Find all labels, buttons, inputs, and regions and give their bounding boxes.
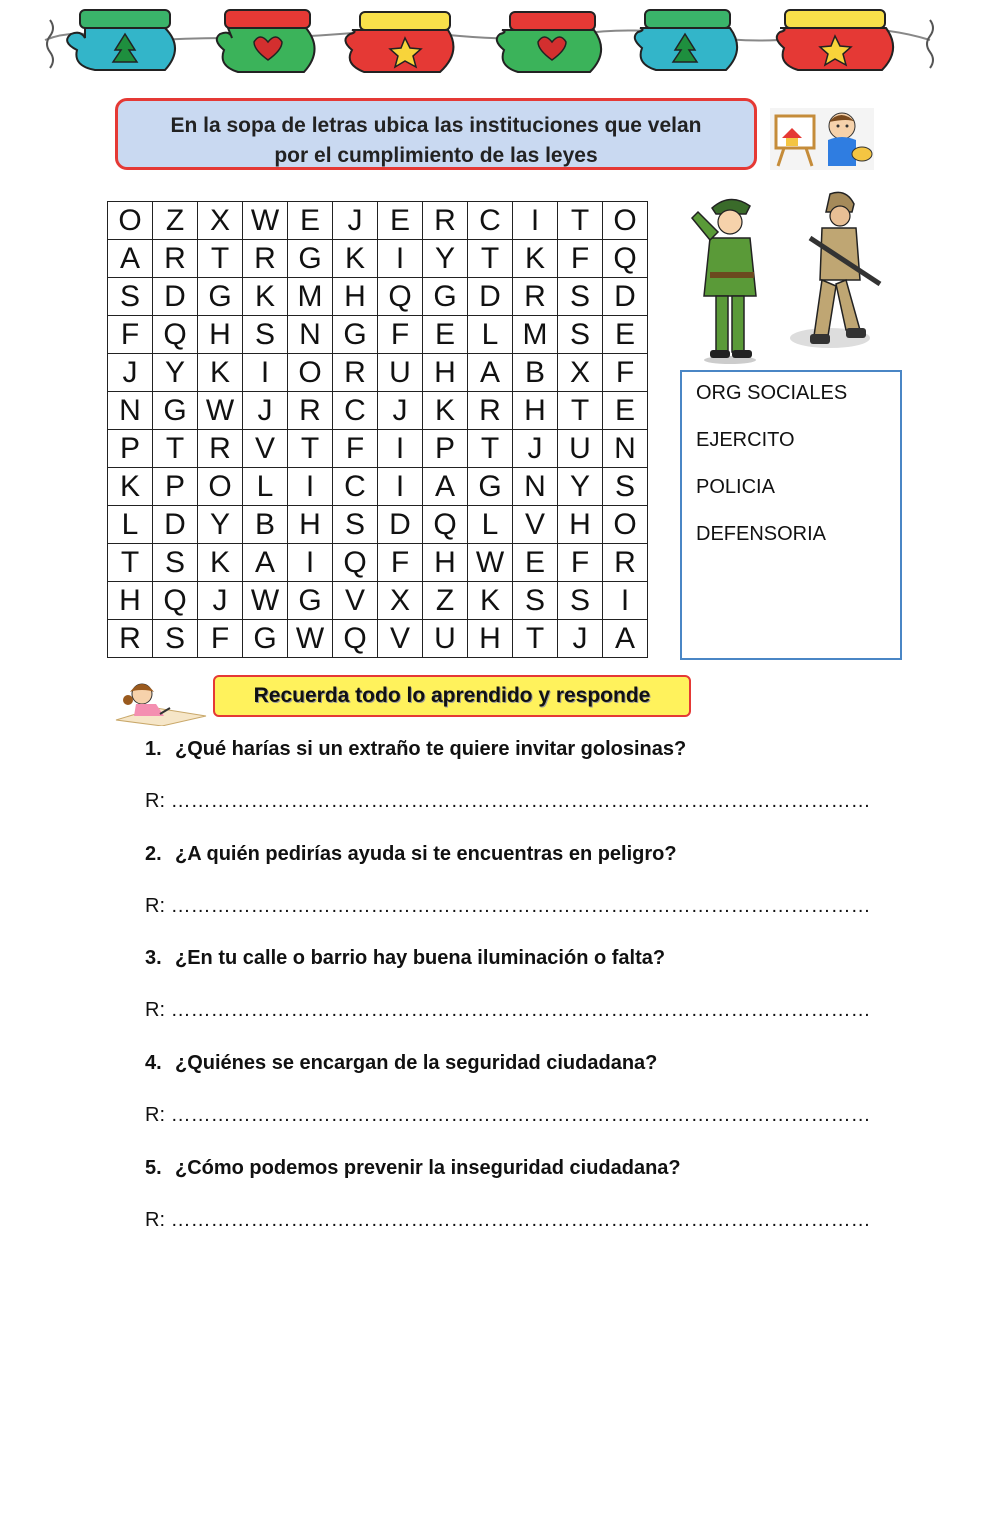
grid-cell[interactable]: R — [603, 544, 648, 582]
grid-cell[interactable]: T — [513, 620, 558, 658]
grid-cell[interactable]: E — [423, 316, 468, 354]
grid-cell[interactable]: T — [153, 430, 198, 468]
grid-cell[interactable]: S — [153, 620, 198, 658]
grid-cell[interactable]: Q — [153, 582, 198, 620]
grid-cell[interactable]: I — [243, 354, 288, 392]
grid-cell[interactable]: O — [603, 202, 648, 240]
grid-cell[interactable]: S — [108, 278, 153, 316]
grid-cell[interactable]: E — [603, 392, 648, 430]
grid-cell[interactable]: Z — [423, 582, 468, 620]
grid-cell[interactable]: I — [378, 240, 423, 278]
grid-cell[interactable]: F — [108, 316, 153, 354]
question-text: ¿En tu calle o barrio hay buena iluminación o falta? — [175, 947, 666, 969]
grid-cell[interactable]: Q — [423, 506, 468, 544]
grid-row — [108, 202, 648, 240]
grid-cell[interactable]: I — [378, 430, 423, 468]
question-number: 1. — [145, 738, 162, 760]
grid-cell[interactable]: O — [108, 202, 153, 240]
grid-cell[interactable]: K — [423, 392, 468, 430]
grid-cell[interactable]: O — [198, 468, 243, 506]
grid-cell[interactable]: V — [333, 582, 378, 620]
grid-cell[interactable]: V — [513, 506, 558, 544]
grid-row — [108, 620, 648, 658]
grid-cell[interactable]: F — [558, 240, 603, 278]
grid-cell[interactable]: J — [333, 202, 378, 240]
question-2 — [145, 843, 677, 866]
grid-cell[interactable]: F — [603, 354, 648, 392]
grid-cell[interactable]: Y — [558, 468, 603, 506]
word-item: EJERCITO — [696, 429, 795, 451]
grid-cell[interactable]: Q — [378, 278, 423, 316]
question-1 — [145, 738, 686, 761]
grid-cell[interactable]: X — [378, 582, 423, 620]
grid-cell[interactable]: I — [603, 582, 648, 620]
grid-row — [108, 354, 648, 392]
grid-cell[interactable]: J — [378, 392, 423, 430]
grid-cell[interactable]: H — [558, 506, 603, 544]
grid-cell[interactable]: J — [108, 354, 153, 392]
grid-cell[interactable]: C — [333, 468, 378, 506]
question-text: ¿Cómo podemos prevenir la inseguridad ciudadana? — [175, 1157, 681, 1179]
question-4 — [145, 1052, 657, 1075]
grid-cell[interactable]: F — [378, 316, 423, 354]
grid-cell[interactable]: K — [198, 544, 243, 582]
grid-cell[interactable]: H — [513, 392, 558, 430]
grid-cell[interactable]: S — [558, 316, 603, 354]
grid-cell[interactable]: G — [153, 392, 198, 430]
grid-cell[interactable]: S — [558, 582, 603, 620]
answer-dots: …………………………………………………………………………………………… — [170, 895, 871, 917]
grid-cell[interactable]: H — [108, 582, 153, 620]
question-text: ¿Quiénes se encargan de la seguridad ciudadana? — [175, 1052, 658, 1074]
grid-cell[interactable]: F — [198, 620, 243, 658]
grid-cell[interactable]: J — [243, 392, 288, 430]
word-item: POLICIA — [696, 476, 775, 498]
question-3 — [145, 947, 665, 970]
question-text: ¿A quién pedirías ayuda si te encuentras en peligro? — [175, 843, 677, 865]
grid-cell[interactable]: A — [468, 354, 513, 392]
grid-cell[interactable]: N — [288, 316, 333, 354]
question-5 — [145, 1157, 681, 1180]
grid-cell[interactable]: A — [423, 468, 468, 506]
question-number: 5. — [145, 1157, 162, 1179]
answer-dots: …………………………………………………………………………………………… — [170, 1104, 871, 1126]
grid-cell[interactable]: D — [378, 506, 423, 544]
grid-cell[interactable]: R — [423, 202, 468, 240]
answer-prefix: R: — [145, 999, 165, 1021]
grid-cell[interactable]: S — [513, 582, 558, 620]
grid-cell[interactable]: H — [423, 544, 468, 582]
remember-banner: Recuerda todo lo aprendido y responde — [213, 675, 691, 717]
grid-cell[interactable]: W — [288, 620, 333, 658]
grid-cell[interactable]: S — [333, 506, 378, 544]
grid-cell[interactable]: Y — [198, 506, 243, 544]
answer-dots: …………………………………………………………………………………………… — [170, 999, 871, 1021]
grid-cell[interactable]: E — [378, 202, 423, 240]
grid-cell[interactable]: L — [468, 506, 513, 544]
grid-cell[interactable]: G — [333, 316, 378, 354]
answer-prefix: R: — [145, 1209, 165, 1231]
grid-cell[interactable]: H — [198, 316, 243, 354]
grid-cell[interactable]: G — [288, 582, 333, 620]
grid-cell[interactable]: A — [603, 620, 648, 658]
grid-cell[interactable]: S — [243, 316, 288, 354]
grid-cell[interactable]: W — [468, 544, 513, 582]
grid-cell[interactable]: H — [288, 506, 333, 544]
answer-line-4[interactable] — [145, 1104, 903, 1127]
grid-cell[interactable]: J — [198, 582, 243, 620]
grid-cell[interactable]: I — [378, 468, 423, 506]
child-painting-illustration — [770, 108, 874, 170]
grid-cell[interactable]: W — [198, 392, 243, 430]
grid-row — [108, 392, 648, 430]
grid-cell[interactable]: H — [333, 278, 378, 316]
grid-cell[interactable]: Q — [153, 316, 198, 354]
grid-cell[interactable]: R — [198, 430, 243, 468]
grid-row — [108, 430, 648, 468]
grid-cell[interactable]: G — [423, 278, 468, 316]
grid-cell[interactable]: I — [288, 468, 333, 506]
grid-cell[interactable]: R — [468, 392, 513, 430]
grid-cell[interactable]: G — [288, 240, 333, 278]
grid-cell[interactable]: K — [243, 278, 288, 316]
grid-cell[interactable]: O — [603, 506, 648, 544]
grid-row — [108, 544, 648, 582]
grid-cell[interactable]: Q — [333, 620, 378, 658]
grid-cell[interactable]: E — [603, 316, 648, 354]
question-number: 4. — [145, 1052, 162, 1074]
answer-prefix: R: — [145, 1104, 165, 1126]
grid-cell[interactable]: P — [153, 468, 198, 506]
answer-line-5[interactable] — [145, 1209, 903, 1232]
question-text: ¿Qué harías si un extraño te quiere invitar golosinas? — [175, 738, 687, 760]
grid-cell[interactable]: L — [108, 506, 153, 544]
grid-row — [108, 468, 648, 506]
grid-cell[interactable]: Q — [603, 240, 648, 278]
soldiers-illustration — [680, 188, 900, 366]
answer-prefix: R: — [145, 790, 165, 812]
grid-row — [108, 240, 648, 278]
grid-cell[interactable]: Q — [333, 544, 378, 582]
grid-cell[interactable]: T — [108, 544, 153, 582]
answer-dots: …………………………………………………………………………………………… — [170, 1209, 871, 1231]
grid-cell[interactable]: I — [288, 544, 333, 582]
grid-cell[interactable]: R — [108, 620, 153, 658]
grid-cell[interactable]: C — [333, 392, 378, 430]
grid-cell[interactable]: B — [243, 506, 288, 544]
grid-cell[interactable]: D — [153, 278, 198, 316]
grid-cell[interactable]: L — [468, 316, 513, 354]
grid-cell[interactable]: D — [603, 278, 648, 316]
grid-cell[interactable]: K — [108, 468, 153, 506]
grid-cell[interactable]: D — [468, 278, 513, 316]
grid-cell[interactable]: T — [558, 202, 603, 240]
question-number: 3. — [145, 947, 162, 969]
girl-writing-illustration — [112, 680, 210, 726]
grid-cell[interactable]: L — [243, 468, 288, 506]
grid-row — [108, 278, 648, 316]
grid-cell[interactable]: E — [288, 202, 333, 240]
grid-cell[interactable]: R — [243, 240, 288, 278]
answer-prefix: R: — [145, 895, 165, 917]
grid-cell[interactable]: T — [198, 240, 243, 278]
grid-cell[interactable]: G — [198, 278, 243, 316]
grid-row — [108, 506, 648, 544]
word-search-grid — [107, 201, 648, 658]
grid-cell[interactable]: Y — [423, 240, 468, 278]
grid-cell[interactable]: V — [378, 620, 423, 658]
grid-cell[interactable]: W — [243, 582, 288, 620]
grid-cell[interactable]: T — [558, 392, 603, 430]
grid-cell[interactable]: C — [468, 202, 513, 240]
grid-cell[interactable]: F — [333, 430, 378, 468]
grid-cell[interactable]: R — [153, 240, 198, 278]
grid-cell[interactable]: S — [153, 544, 198, 582]
grid-cell[interactable]: U — [558, 430, 603, 468]
grid-cell[interactable]: K — [468, 582, 513, 620]
grid-row — [108, 316, 648, 354]
grid-cell[interactable]: X — [558, 354, 603, 392]
instructions-line-2: por el cumplimiento de las leyes — [274, 144, 598, 167]
mittens-garland-illustration — [40, 0, 940, 85]
grid-cell[interactable]: A — [108, 240, 153, 278]
instructions-line-1: En la sopa de letras ubica las instituciones que velan — [170, 114, 702, 137]
grid-cell[interactable]: N — [108, 392, 153, 430]
grid-cell[interactable]: F — [558, 544, 603, 582]
grid-row — [108, 582, 648, 620]
grid-cell[interactable]: R — [333, 354, 378, 392]
grid-cell[interactable]: M — [288, 278, 333, 316]
word-list-box — [680, 370, 902, 660]
grid-cell[interactable]: O — [288, 354, 333, 392]
grid-cell[interactable]: B — [513, 354, 558, 392]
grid-cell[interactable]: D — [153, 506, 198, 544]
grid-cell[interactable]: A — [243, 544, 288, 582]
grid-cell[interactable]: Y — [153, 354, 198, 392]
grid-cell[interactable]: K — [513, 240, 558, 278]
answer-line-3[interactable] — [145, 999, 903, 1022]
grid-cell[interactable]: U — [423, 620, 468, 658]
grid-cell[interactable]: R — [513, 278, 558, 316]
answer-dots: …………………………………………………………………………………………… — [170, 790, 871, 812]
grid-cell[interactable]: F — [378, 544, 423, 582]
grid-cell[interactable]: H — [423, 354, 468, 392]
grid-cell[interactable]: T — [288, 430, 333, 468]
grid-cell[interactable]: P — [108, 430, 153, 468]
grid-cell[interactable]: N — [513, 468, 558, 506]
answer-line-1[interactable] — [145, 790, 903, 813]
grid-cell[interactable]: H — [468, 620, 513, 658]
grid-cell[interactable]: V — [243, 430, 288, 468]
grid-cell[interactable]: X — [198, 202, 243, 240]
grid-cell[interactable]: R — [288, 392, 333, 430]
word-item: ORG SOCIALES — [696, 382, 848, 404]
grid-cell[interactable]: N — [603, 430, 648, 468]
answer-line-2[interactable] — [145, 895, 903, 918]
grid-cell[interactable]: T — [468, 240, 513, 278]
grid-cell[interactable]: W — [243, 202, 288, 240]
grid-cell[interactable]: Z — [153, 202, 198, 240]
grid-cell[interactable]: T — [468, 430, 513, 468]
grid-cell[interactable]: G — [243, 620, 288, 658]
grid-cell[interactable]: K — [198, 354, 243, 392]
grid-cell[interactable]: K — [333, 240, 378, 278]
grid-cell[interactable]: U — [378, 354, 423, 392]
grid-cell[interactable]: G — [468, 468, 513, 506]
question-number: 2. — [145, 843, 162, 865]
grid-cell[interactable]: E — [513, 544, 558, 582]
grid-cell[interactable]: S — [603, 468, 648, 506]
grid-cell[interactable]: S — [558, 278, 603, 316]
grid-cell[interactable]: J — [513, 430, 558, 468]
grid-cell[interactable]: I — [513, 202, 558, 240]
grid-cell[interactable]: J — [558, 620, 603, 658]
grid-cell[interactable]: P — [423, 430, 468, 468]
word-item: DEFENSORIA — [696, 523, 827, 545]
grid-cell[interactable]: M — [513, 316, 558, 354]
instructions-box — [115, 98, 757, 170]
